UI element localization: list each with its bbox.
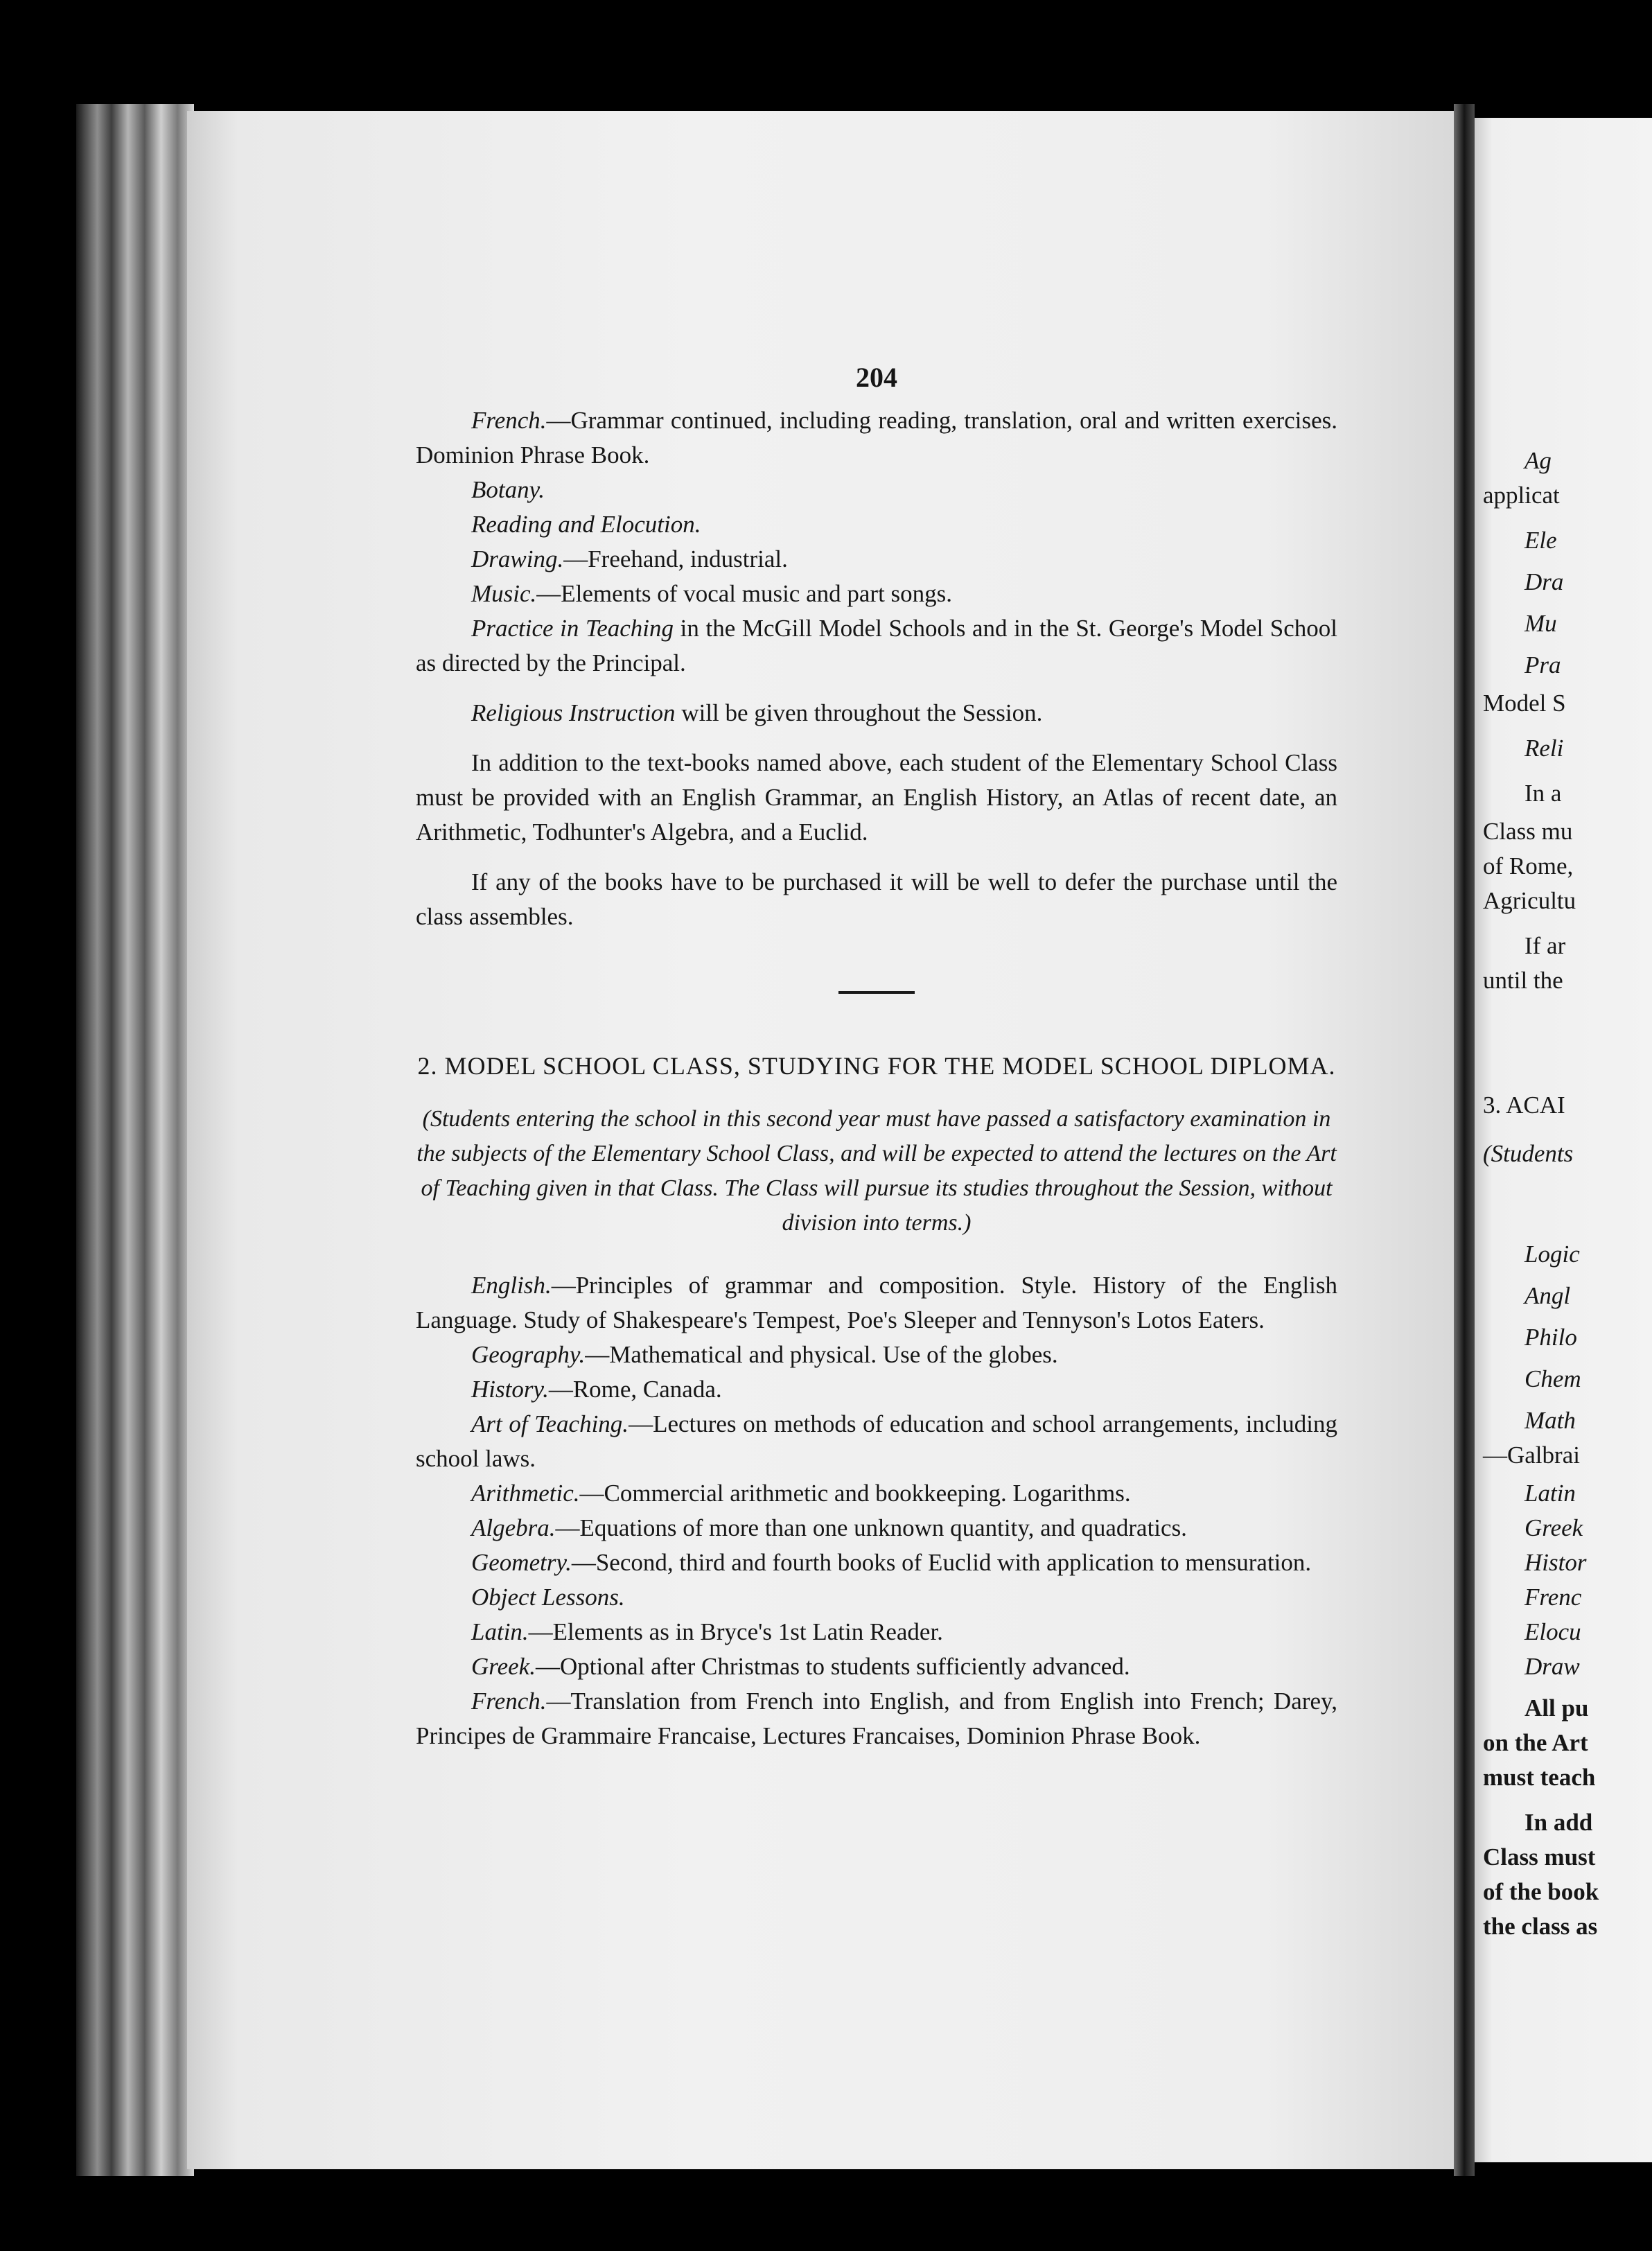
page-content [416, 360, 1337, 1753]
subject-item [416, 1511, 1337, 1545]
right-page-line: applicat [1483, 482, 1560, 509]
right-page-line: Agricultu [1483, 887, 1576, 914]
subject-item [416, 1268, 1337, 1338]
right-page-line: In add [1524, 1809, 1593, 1836]
subject-text: —Second, third and fourth books of Euclid with application to mensuration. [571, 1549, 1312, 1576]
subject-item [416, 1684, 1337, 1753]
subject-lead: Art of Teaching. [471, 1410, 629, 1437]
right-page-line: Ele [1524, 527, 1557, 554]
subject-text: —Rome, Canada. [548, 1376, 722, 1403]
right-page-line: the class as [1483, 1913, 1598, 1940]
subject-item [416, 1338, 1337, 1372]
right-page-line: of the book [1483, 1878, 1599, 1905]
right-page-line: Elocu [1524, 1618, 1581, 1645]
right-page-line: Ag [1524, 447, 1552, 474]
right-page-line: must teach [1483, 1764, 1596, 1791]
subject-item [416, 1476, 1337, 1511]
subject-lead: History. [471, 1376, 549, 1403]
subject-text: —Equations of more than one unknown quantity, and quadratics. [555, 1514, 1187, 1541]
right-page-line: Philo [1524, 1324, 1577, 1351]
subject-lead: English. [471, 1272, 552, 1299]
right-page-line: Latin [1524, 1480, 1576, 1507]
right-page-line: until the [1483, 967, 1563, 994]
subject-text: —Mathematical and physical. Use of the globes. [585, 1341, 1058, 1368]
subject-text: —Translation from French into English, and from English into French; Darey, Principes de Grammaire Francaise, Lectures Francaises, Dominion Phrase Book. [416, 1688, 1337, 1749]
right-page-line: Class mu [1483, 818, 1573, 845]
right-page-line: (Students [1483, 1140, 1574, 1167]
paragraph-purchase: If any of the books have to be purchased it will be well to defer the purchase until the class assembles. [416, 868, 1337, 930]
right-page-line: Pra [1524, 651, 1561, 678]
right-page-line: Class must [1483, 1843, 1596, 1871]
subject-lead: Latin. [471, 1618, 529, 1645]
subject-item [416, 1545, 1337, 1580]
right-page [1475, 118, 1652, 2162]
subject-text: —Elements as in Bryce's 1st Latin Reader. [528, 1618, 943, 1645]
paragraph-french: French.—Grammar continued, including reading, translation, oral and written exercises. Dominion Phrase Book. [416, 407, 1337, 468]
section-note: (Students entering the school in this second year must have passed a satisfactory examination in the subjects of the Elementary School Class, and will be expected to attend the lectures on the Art of Teaching given in that Class. The Class will pursue its studies throughout the Session, without division into terms.) [416, 1106, 1337, 1236]
right-page-line: of Rome, [1483, 852, 1574, 879]
subject-item [416, 1580, 1337, 1615]
right-page-line: Dra [1524, 568, 1564, 595]
paragraph-practice: Practice in Teaching in the McGill Model Schools and in the St. George's Model School as directed by the Principal. [416, 615, 1337, 676]
subject-lead: French. [471, 1688, 547, 1715]
subject-text: —Principles of grammar and composition. Style. History of the English Language. Study of Shakespeare's Tempest, Poe's Sleeper and Tennyson's Lotos Eaters. [416, 1272, 1337, 1333]
page-number: 204 [856, 362, 897, 393]
right-page-line: In a [1524, 780, 1562, 807]
right-page-line: If ar [1524, 932, 1566, 959]
subject-lead: Arithmetic. [471, 1480, 580, 1507]
paragraph-reading: Reading and Elocution. [471, 511, 701, 538]
right-page-line: Greek [1524, 1514, 1583, 1541]
paragraph-music: Music.—Elements of vocal music and part songs. [471, 580, 953, 607]
paragraph-textbooks: In addition to the text-books named above, each student of the Elementary School Class must be provided with an English Grammar, an English History, an Atlas of recent date, an Arithmetic, Todhunter's Algebra, and a Euclid. [416, 749, 1337, 846]
paragraph-drawing: Drawing.—Freehand, industrial. [471, 545, 788, 572]
right-page-line: Reli [1524, 735, 1564, 762]
book-gutter [1454, 104, 1475, 2176]
right-page-line: All pu [1524, 1694, 1589, 1722]
paragraph-botany: Botany. [471, 476, 545, 503]
section-divider [838, 991, 915, 994]
subject-text: —Commercial arithmetic and bookkeeping. Logarithms. [579, 1480, 1131, 1507]
right-page-line: —Galbrai [1483, 1442, 1580, 1469]
subject-lead: Geometry. [471, 1549, 572, 1576]
right-page-line: on the Art [1483, 1729, 1588, 1756]
right-page-line: Math [1524, 1407, 1576, 1434]
section-heading: 2. MODEL SCHOOL CLASS, STUDYING FOR THE MODEL SCHOOL DIPLOMA. [417, 1052, 1336, 1080]
book-page-edges [76, 104, 194, 2176]
right-page-line: Mu [1524, 610, 1557, 637]
subject-item [416, 1615, 1337, 1649]
subject-text: —Lectures on methods of education and school arrangements, including school laws. [416, 1410, 1337, 1472]
right-page-line: 3. ACAI [1483, 1092, 1565, 1119]
subject-item [416, 1649, 1337, 1684]
paragraph-religious: Religious Instruction will be given throughout the Session. [471, 699, 1043, 726]
subject-lead: Geography. [471, 1341, 586, 1368]
right-page-line: Frenc [1524, 1584, 1582, 1611]
right-page-line: Draw [1524, 1653, 1580, 1680]
right-page-line: Angl [1524, 1282, 1571, 1309]
subject-item [416, 1407, 1337, 1476]
right-page-line: Logic [1524, 1241, 1580, 1268]
right-page-line: Histor [1524, 1549, 1587, 1576]
subject-lead: Algebra. [471, 1514, 556, 1541]
subject-lead: Greek. [471, 1653, 536, 1680]
subject-lead: Object Lessons. [471, 1584, 625, 1611]
subject-list [416, 1268, 1337, 1753]
subject-item [416, 1372, 1337, 1407]
right-page-line: Chem [1524, 1365, 1581, 1392]
subject-text: —Optional after Christmas to students sufficiently advanced. [535, 1653, 1130, 1680]
right-page-line: Model S [1483, 690, 1566, 717]
